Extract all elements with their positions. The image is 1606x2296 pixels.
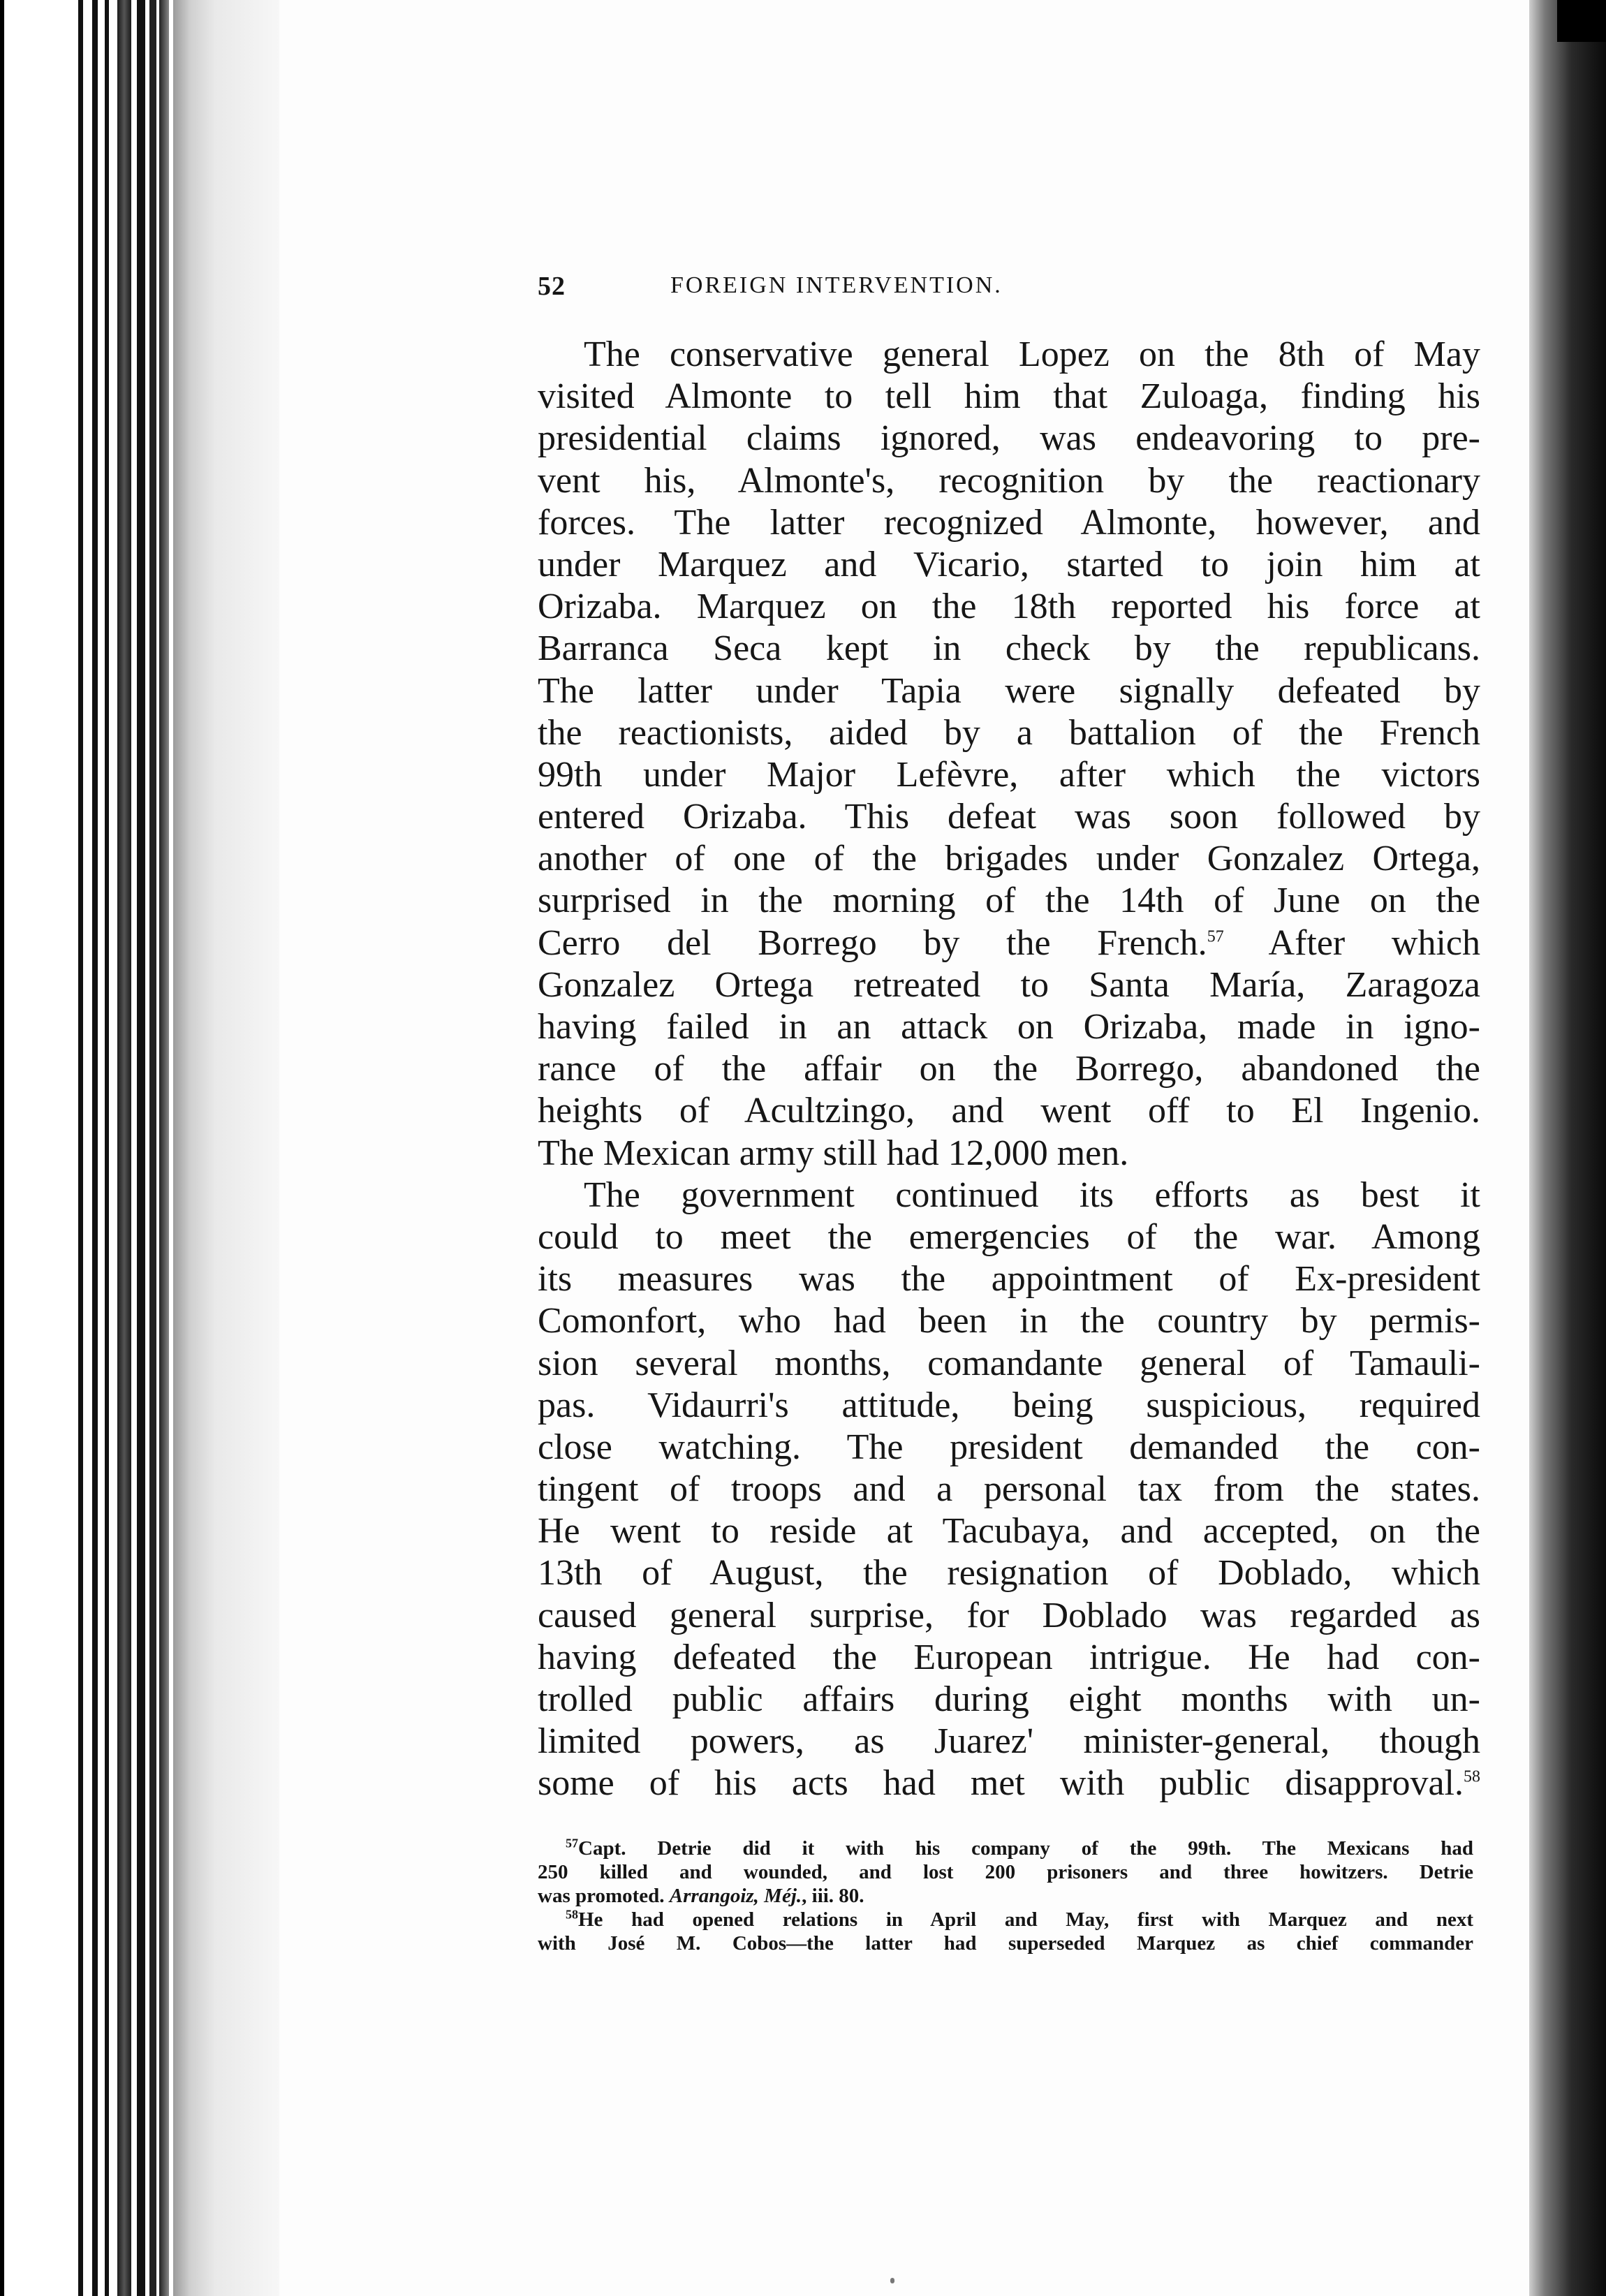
scan-speck (890, 2278, 894, 2283)
text-line: under Marquez and Vicario, started to join him at (538, 544, 1480, 584)
text-line-with-footnote-ref (538, 1763, 1480, 1804)
text-line: The conservative general Lopez on the 8th of May (584, 334, 1480, 374)
running-title: FOREIGN INTERVENTION. (670, 272, 1003, 298)
footnote-ref-57[interactable]: 57 (1207, 927, 1224, 946)
text-line-segment: Cerro del Borrego by the French. (538, 922, 1207, 963)
page-edge-stack (149, 0, 156, 2296)
footnote-58-line: with José M. Cobos—the latter had superseded Marquez as chief commander (538, 1932, 1473, 1955)
text-line-with-footnote-ref (538, 922, 1480, 964)
text-line: heights of Acultzingo, and went off to El Ingenio. (538, 1091, 1480, 1131)
text-line: Gonzalez Ortega retreated to Santa María, Zaragoza (538, 964, 1480, 1005)
footnotes (538, 1837, 1473, 1955)
text-line: He went to reside at Tacubaya, and accepted, on the (538, 1511, 1480, 1552)
text-line: presidential claims ignored, was endeavoring to pre- (538, 418, 1480, 459)
footnote-57-line: 250 killed and wounded, and lost 200 prisoners and three howitzers. Detrie (538, 1861, 1473, 1883)
text-line: caused general surprise, for Doblado was regarded as (538, 1595, 1480, 1635)
page-edge-shadow (0, 0, 4, 2296)
text-line: its measures was the appointment of Ex-president (538, 1259, 1480, 1300)
text-line: limited powers, as Juarez' minister-general, though (538, 1721, 1480, 1762)
footnote-number-57: 57 (566, 1836, 578, 1850)
page-edge-line (92, 0, 98, 2296)
text-line: having defeated the European intrigue. He had con- (538, 1637, 1480, 1677)
footnote-57-line (538, 1837, 1473, 1860)
page-edge-stack (173, 0, 215, 2296)
footnote-ref-58[interactable]: 58 (1464, 1768, 1480, 1787)
body-text (538, 334, 1480, 1805)
footnote-58-line (538, 1908, 1473, 1931)
footnote-text: was promoted. (538, 1885, 665, 1907)
text-line: having failed in an attack on Orizaba, made in igno- (538, 1007, 1480, 1047)
footnote-citation: Arrangoiz, Méj. (669, 1885, 802, 1907)
text-line: trolled public affairs during eight months with un- (538, 1679, 1480, 1719)
text-line: could to meet the emergencies of the war. Among (538, 1216, 1480, 1257)
text-line: the reactionists, aided by a battalion of the French (538, 712, 1480, 753)
text-line: surprised in the morning of the 14th of June on the (538, 881, 1480, 921)
text-line: Orizaba. Marquez on the 18th reported his force at (538, 587, 1480, 627)
page-edge-stack (137, 0, 145, 2296)
text-line: entered Orizaba. This defeat was soon followed by (538, 797, 1480, 837)
book-page-edges (0, 0, 279, 2296)
text-line: The latter under Tapia were signally defeated by (538, 670, 1480, 711)
text-line-segment: After which (1268, 922, 1480, 963)
text-line: 99th under Major Lefèvre, after which the victors (538, 754, 1480, 795)
text-line: pas. Vidaurri's attitude, being suspicious, required (538, 1385, 1480, 1425)
text-line: rance of the affair on the Borrego, abandoned the (538, 1049, 1480, 1089)
footnote-text: He had opened relations in April and May, first with Marquez and next (578, 1908, 1473, 1931)
text-line: sion several months, comandante general of Tamauli- (538, 1343, 1480, 1383)
text-line: The Mexican army still had 12,000 men. (538, 1133, 1129, 1173)
page-edge-stack (159, 0, 169, 2296)
text-line: The government continued its efforts as best it (584, 1175, 1480, 1215)
page-edge-stack (215, 0, 279, 2296)
footnote-text: Capt. Detrie did it with his company of the 99th. The Mexicans had (578, 1837, 1473, 1860)
page-number: 52 (538, 272, 566, 301)
footnote-text: , iii. 80. (802, 1885, 864, 1907)
text-line: close watching. The president demanded the con- (538, 1427, 1480, 1467)
running-head (538, 271, 1473, 313)
text-line: another of one of the brigades under Gonzalez Ortega, (538, 839, 1480, 879)
page-edge-line (105, 0, 109, 2296)
text-line: vent his, Almonte's, recognition by the reactionary (538, 460, 1480, 501)
text-line: tingent of troops and a personal tax from the states. (538, 1469, 1480, 1510)
footnote-number-58: 58 (566, 1907, 578, 1922)
gutter-top-corner (1557, 0, 1606, 42)
book-gutter-shadow (1529, 0, 1606, 2296)
text-line: 13th of August, the resignation of Doblado, which (538, 1553, 1480, 1594)
page-edge-stack (117, 0, 131, 2296)
text-line: Comonfort, who had been in the country by permis- (538, 1301, 1480, 1341)
text-line: forces. The latter recognized Almonte, however, and (538, 502, 1480, 543)
footnote-57-line (538, 1884, 1473, 1908)
page-edge-line (78, 0, 83, 2296)
text-line-segment: some of his acts had met with public disapproval. (538, 1763, 1464, 1804)
text-line: Barranca Seca kept in check by the republicans. (538, 628, 1480, 669)
text-line: visited Almonte to tell him that Zuloaga, finding his (538, 376, 1480, 417)
